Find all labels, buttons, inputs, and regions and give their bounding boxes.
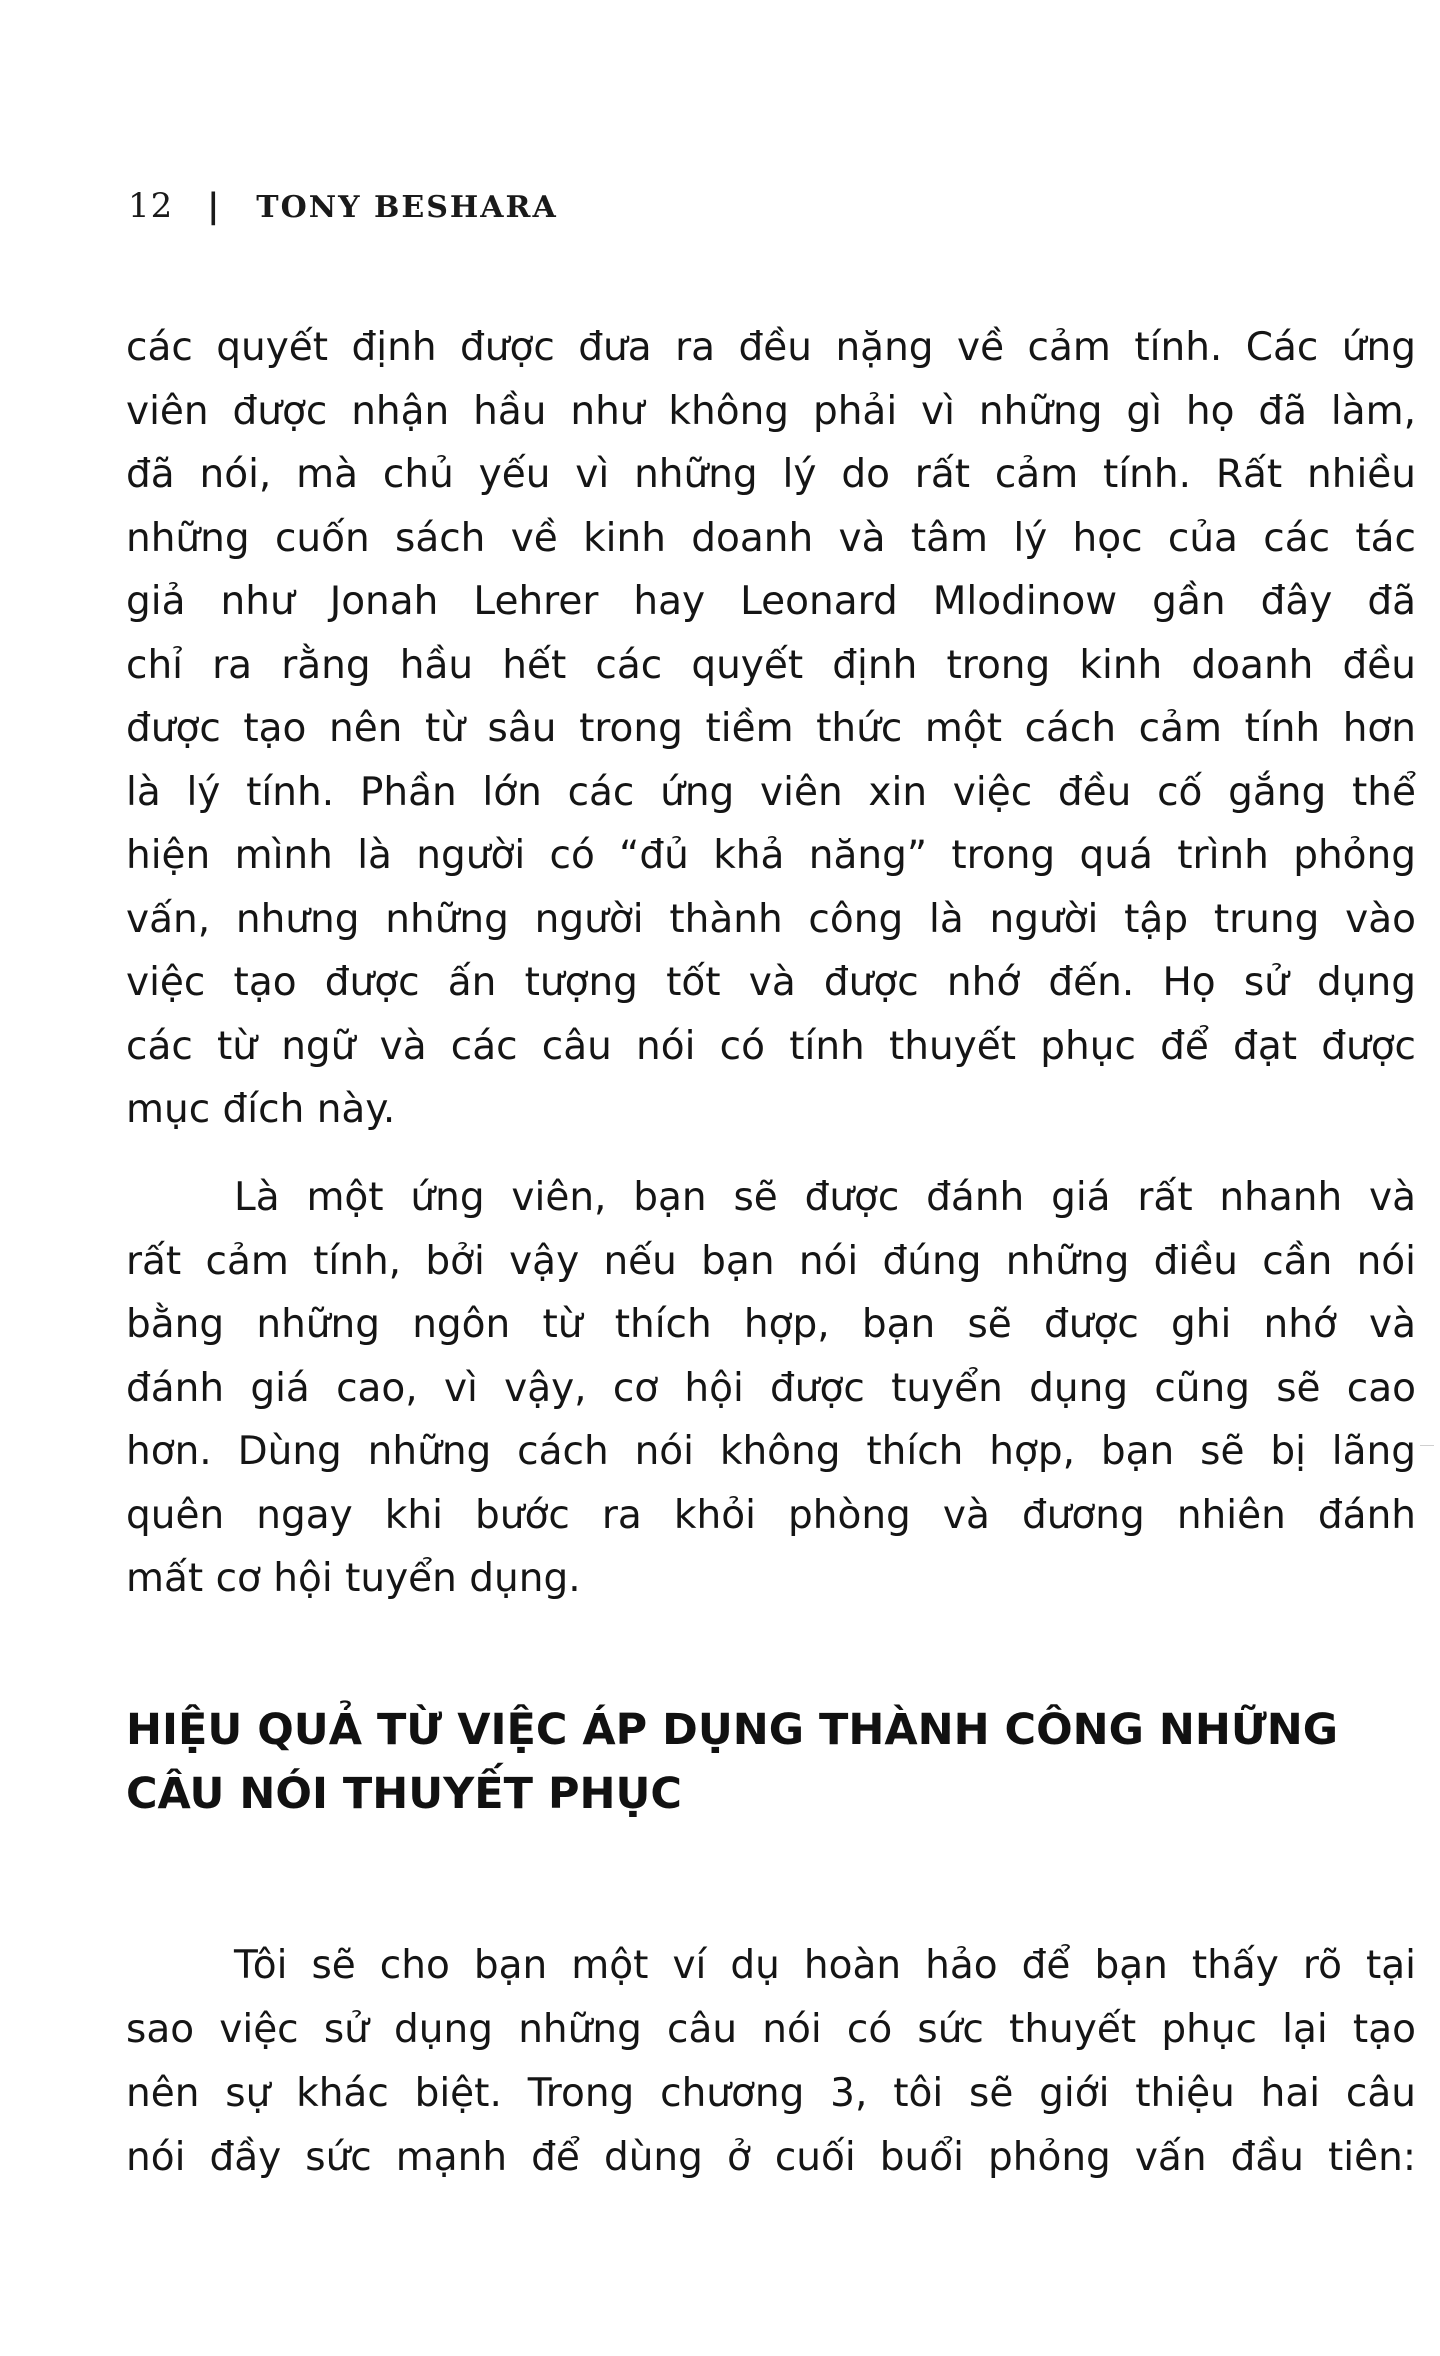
text-line: quên ngay khi bước ra khỏi phòng và đương nhiên đánh — [126, 1492, 1416, 1538]
page-number: 12 — [128, 186, 174, 226]
text-line: bằng những ngôn từ thích hợp, bạn sẽ được ghi nhớ và — [126, 1302, 1416, 1347]
text-line: viên được nhận hầu như không phải vì những gì họ đã làm, — [126, 388, 1416, 434]
text-line: Là một ứng viên, bạn sẽ được đánh giá rất nhanh và — [234, 1175, 1416, 1220]
text-line: các quyết định được đưa ra đều nặng về cảm tính. Các ứng — [126, 325, 1416, 370]
text-line: rất cảm tính, bởi vậy nếu bạn nói đúng những điều cần nói — [126, 1238, 1416, 1284]
text-line: những cuốn sách về kinh doanh và tâm lý học của các tác — [126, 515, 1416, 561]
text-line: hơn. Dùng những cách nói không thích hợp, bạn sẽ bị lãng — [126, 1429, 1416, 1474]
text-line: được tạo nên từ sâu trong tiềm thức một cách cảm tính hơn — [126, 706, 1416, 751]
page-fold-mark — [1420, 1445, 1434, 1446]
paragraph-2 — [126, 1166, 1416, 1611]
paragraph-1 — [126, 316, 1416, 1142]
running-head-author: TONY BESHARA — [256, 190, 558, 225]
section-heading — [126, 1698, 1416, 1826]
header-separator: | — [207, 186, 221, 226]
text-line: nói đầy sức mạnh để dùng ở cuối buổi phỏng vấn đầu tiên: — [126, 2135, 1416, 2180]
text-line: nên sự khác biệt. Trong chương 3, tôi sẽ giới thiệu hai câu — [126, 2071, 1416, 2116]
running-head — [128, 186, 558, 226]
text-line: các từ ngữ và các câu nói có tính thuyết phục để đạt được — [126, 1023, 1416, 1069]
text-line: vấn, nhưng những người thành công là người tập trung vào — [126, 896, 1416, 942]
text-line: đánh giá cao, vì vậy, cơ hội được tuyển dụng cũng sẽ cao — [126, 1365, 1416, 1411]
section-heading-line: HIỆU QUẢ TỪ VIỆC ÁP DỤNG THÀNH CÔNG NHỮNG — [126, 1705, 1339, 1755]
text-line: sao việc sử dụng những câu nói có sức thuyết phục lại tạo — [126, 2007, 1416, 2052]
paragraph-3 — [126, 1934, 1416, 2190]
text-line: chỉ ra rằng hầu hết các quyết định trong kinh doanh đều — [126, 642, 1416, 688]
text-line: Tôi sẽ cho bạn một ví dụ hoàn hảo để bạn thấy rõ tại — [234, 1943, 1416, 1988]
text-line: mục đích này. — [126, 1087, 396, 1132]
text-line: mất cơ hội tuyển dụng. — [126, 1556, 581, 1601]
text-line: hiện mình là người có “đủ khả năng” trong quá trình phỏng — [126, 833, 1416, 878]
text-line: là lý tính. Phần lớn các ứng viên xin việc đều cố gắng thể — [126, 769, 1416, 815]
text-line: đã nói, mà chủ yếu vì những lý do rất cảm tính. Rất nhiều — [126, 452, 1416, 497]
text-line: giả như Jonah Lehrer hay Leonard Mlodinow gần đây đã — [126, 579, 1416, 624]
section-heading-line: CÂU NÓI THUYẾT PHỤC — [126, 1769, 682, 1819]
text-line: việc tạo được ấn tượng tốt và được nhớ đến. Họ sử dụng — [126, 960, 1416, 1005]
